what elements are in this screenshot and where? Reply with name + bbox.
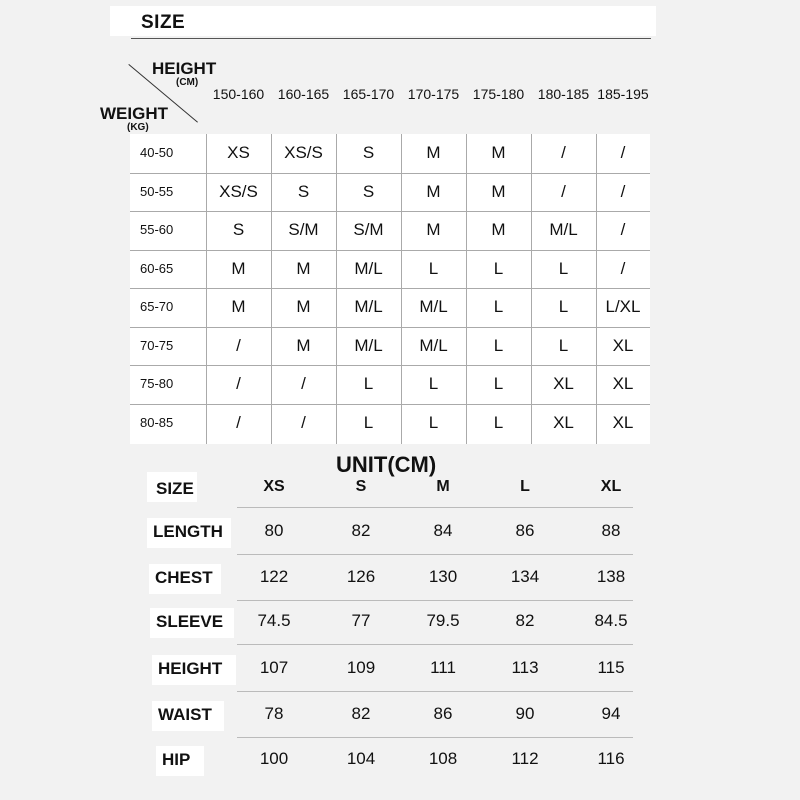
size-cell: L [363,413,374,432]
size-cell: S [362,143,375,162]
size-cell: M [231,297,246,316]
size-cell: / [620,220,626,239]
size-cell: M [426,143,441,162]
measurement-value: 84.5 [594,611,628,630]
size-cell: L [428,374,439,393]
measurement-value: 79.5 [426,611,460,630]
size-cell: L [363,374,374,393]
measurement-row-divider [237,644,633,645]
weight-unit: (KG) [127,122,149,133]
measurement-value: 111 [430,658,456,677]
measurement-value: 112 [511,749,539,768]
measurement-value: 74.5 [257,611,291,630]
size-cell: S [232,220,245,239]
size-header-bar [110,6,656,36]
measurement-value: 107 [259,658,289,677]
size-cell: XL [612,374,634,393]
measurement-value: 77 [351,611,371,630]
height-header: HEIGHT [152,59,217,78]
height-range-header: 175-180 [472,86,525,102]
size-cell: / [561,182,566,201]
measurement-value: 82 [351,521,371,540]
size-cell: M [491,143,506,162]
size-cell: / [236,413,241,432]
size-cell: XL [612,336,634,355]
measurement-row-divider [237,737,633,738]
measurement-row-divider [237,554,633,555]
measurement-value: 113 [511,658,539,677]
size-cell: M [296,336,311,355]
measurement-value: 116 [597,749,625,768]
weight-range-label: 60-65 [140,261,174,276]
measurement-size-header: L [520,478,530,495]
size-underline [131,38,651,39]
height-range-header: 165-170 [342,86,395,102]
size-cell: M [231,259,246,278]
height-range-header: 185-195 [597,86,649,102]
measurement-value: 86 [515,521,535,540]
size-cell: / [620,182,626,201]
height-range-header: 160-165 [277,86,330,102]
size-cell: L [493,374,504,393]
size-cell: M [296,297,311,316]
measurement-label: HEIGHT [158,659,223,678]
size-cell: L [428,259,439,278]
size-cell: L [558,259,569,278]
weight-range-label: 40-50 [140,145,174,160]
size-cell: S/M [353,220,384,239]
size-cell: / [301,374,306,393]
weight-range-label: 50-55 [140,184,174,199]
measurement-value: 82 [515,611,535,630]
measurement-value: 100 [259,749,289,768]
size-cell: XL [612,413,634,432]
measurement-label: LENGTH [153,522,223,541]
measurement-value: 134 [510,567,540,586]
size-cell: M/L [354,297,383,316]
size-cell: XS [227,143,250,162]
measurement-size-header: S [355,478,367,495]
size-cell: S [362,182,375,201]
height-range-header: 150-160 [212,86,265,102]
size-cell: L [428,413,439,432]
measurement-value: 126 [346,567,376,586]
height-range-header: 180-185 [537,86,590,102]
height-unit: (CM) [176,77,199,88]
size-cell: / [620,143,626,162]
size-cell: L [558,297,569,316]
measurement-label: SLEEVE [156,612,224,631]
measurement-value: 88 [601,521,621,540]
size-cell: / [620,259,626,278]
size-cell: M [491,182,506,201]
measurement-value: 115 [597,658,625,677]
measurement-value: 90 [515,704,535,723]
weight-range-label: 75-80 [140,376,174,391]
size-cell: S/M [288,220,319,239]
weight-header: WEIGHT [100,104,168,123]
height-range-header: 170-175 [407,86,460,102]
measurement-value: 84 [433,521,453,540]
measurement-value: 86 [433,704,453,723]
size-cell: XS/S [219,182,258,201]
measurement-value: 108 [428,749,458,768]
measurement-value: 82 [351,704,371,723]
measurement-value: 138 [596,567,626,586]
size-cell: L [493,336,504,355]
measurement-size-header: XS [263,478,285,495]
measurement-row-divider [237,600,633,601]
size-cell: M [491,220,506,239]
weight-range-label: 80-85 [140,415,174,430]
measurement-value: 109 [346,658,376,677]
measurement-value: 122 [259,567,289,586]
weight-range-label: 70-75 [140,338,174,353]
size-cell: M/L [354,336,383,355]
size-cell: / [561,143,566,162]
size-cell: XL [553,374,574,393]
size-cell: M/L [549,220,578,239]
size-cell: M/L [419,336,448,355]
measurement-value: 80 [264,521,284,540]
measurement-row-divider [237,507,633,508]
size-cell: M [426,220,441,239]
size-title: SIZE [141,12,186,33]
size-cell: L [558,336,569,355]
size-cell: L [493,259,504,278]
size-cell: L/XL [605,297,641,316]
measurement-value: 104 [346,749,376,768]
measurement-value: 94 [601,704,621,723]
measurement-value: 130 [428,567,458,586]
measurement-label: WAIST [158,705,212,724]
measurement-label: CHEST [155,568,213,587]
measurement-label: HIP [162,750,191,769]
measurement-size-header: XL [600,478,622,495]
size-cell: M [426,182,441,201]
size-cell: XL [553,413,574,432]
size-cell: M/L [419,297,448,316]
size-cell: / [236,336,241,355]
size-cell: / [301,413,306,432]
size-cell: M/L [354,259,383,278]
measurement-size-header: M [436,478,450,495]
measurement-value: 78 [264,704,284,723]
size-cell: L [493,297,504,316]
weight-range-label: 55-60 [140,222,174,237]
size-cell: L [493,413,504,432]
size-cell: XS/S [284,143,323,162]
size-cell: / [236,374,241,393]
size-cell: M [296,259,311,278]
measurement-size-label: SIZE [156,479,194,498]
size-cell: S [297,182,310,201]
measurement-row-divider [237,691,633,692]
weight-range-label: 65-70 [140,299,174,314]
measurements-title: UNIT(CM) [336,452,437,477]
